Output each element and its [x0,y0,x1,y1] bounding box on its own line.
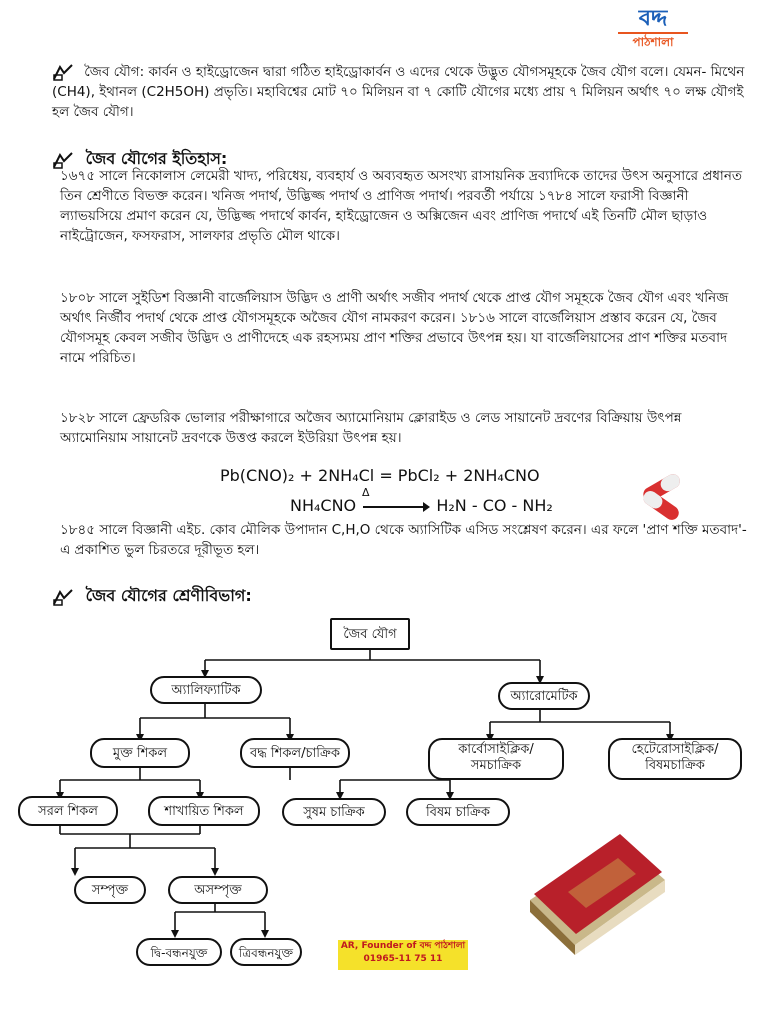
equation-2 [290,496,553,515]
node-aliphatic: অ্যালিফ্যাটিক [150,676,262,704]
history-heading-text: জৈব যৌগের ইতিহাস: [85,149,228,168]
node-aromatic: অ্যারোমেটিক [498,682,590,710]
node-organic-compound: জৈব যৌগ [330,618,410,650]
node-straight-chain: সরল শিকল [18,796,118,826]
section1-text: জৈব যৌগ: কার্বন ও হাইড্রোজেন দ্বারা গঠিত হাইড্রোকার্বন ও এদের থেকে উদ্ভুত যৌগসমূহকে জৈব যৌগ বলে। যেমন- মিথেন (CH4), ইথানল (C2H5OH) প্রভৃতি। মহাবিশ্বের মোট ৭০ মিলিয়ন বা ৭ কোটি যৌগের মধ্যে প্রায় ৭ মিলিয়ন অর্থাৎ ৭০ লক্ষ যৌগই হল জৈব যৌগ। [52,64,745,120]
node-unsaturated: অসম্পৃক্ত [168,876,268,904]
brand-logo [618,6,688,58]
history-para-1: ১৬৭৫ সালে নিকোলাস লেমেরী খাদ্য, পরিধেয়, ব্যবহার্য ও অব্যবহৃত অসংখ্য রাসায়নিক দ্রব্যাদিকে তাদের উৎস অনুসারে প্রধানত তিন শ্রেণীতে বিভক্ত করেন। খনিজ পদার্থ, উদ্ভিজ্জ পদার্থ ও প্রাণিজ পদার্থ। পরবর্তী পর্যায়ে ১৭৮৪ সালে ফরাসী বিজ্ঞানী ল্যাভয়সিয়ে প্রমাণ করেন যে, উদ্ভিজ্জ পদার্থে কার্বন, হাইড্রোজেন ও অক্সিজেন এবং প্রাণিজ পদার্থে এই তিনটি মৌল ছাড়াও নাইট্রোজেন, ফসফরাস, সালফার প্রভৃতি মৌল থাকে। [60,168,743,244]
pencil-bullet-icon [52,63,74,81]
equation-1: Pb(CNO)₂ + 2NH₄Cl = PbCl₂ + 2NH₄CNO [220,466,540,485]
badge-line1: AR, Founder of বদ্দ পাঠশালা [340,941,466,951]
node-double-bond: দ্বি-বন্ধনযুক্ত [136,938,222,966]
author-badge [338,940,468,970]
book-icon [520,820,670,970]
heat-label: Δ [362,486,370,499]
node-homocyclic: সুষম চাক্রিক [282,798,386,826]
history-para-2: ১৮০৮ সালে সুইডিশ বিজ্ঞানী বার্জেলিয়াস উদ্ভিদ ও প্রাণী অর্থাৎ সজীব পদার্থ থেকে প্রাপ্ত যৌগ সমূহকে জৈব যৌগ এবং খনিজ অর্থাৎ নির্জীব পদার্থ থেকে প্রাপ্ত যৌগসমূহকে অজৈব যৌগ নামকরণ করেন। ১৮১৬ সালে বার্জেলিয়াস প্রস্তাব করেন যে, জৈব যৌগসমূহ কেবল সজীব উদ্ভিদ ও প্রাণীদেহে এক রহস্যময় প্রাণ শক্তির প্রভাবে উৎপন্ন হয়। যা বার্জেলিয়াসের প্রাণ শক্তির মতবাদ নামে পরিচিত। [60,290,729,366]
node-triple-bond: ত্রিবন্ধনযুক্ত [230,938,302,966]
equation-2-product: H₂N - CO - NH₂ [436,496,553,515]
node-hetero-ring: বিষম চাক্রিক [406,798,510,826]
node-heterocyclic: হেটেরোসাইক্লিক/ বিষমচাক্রিক [608,738,742,780]
badge-line2: 01965-11 75 11 [363,954,443,964]
logo-line2: পাঠশালা [618,32,688,54]
section-organic-compound [52,62,752,122]
node-saturated: সম্পৃক্ত [74,876,146,904]
logo-line1: বদ্দ [638,6,668,31]
history-para-3: ১৮২৮ সালে ফ্রেডরিক ভোলার পরীক্ষাগারে অজৈব অ্যামোনিয়াম ক্লোরাইড ও লেড সায়ানেট দ্রবণের বিক্রিয়ায় উৎপন্ন অ্যামোনিয়াম সায়ানেট দ্রবণকে উত্তপ্ত করলে ইউরিয়া উৎপন্ন হয়। [60,410,682,446]
node-carbocyclic: কার্বোসাইক্লিক/ সমচাক্রিক [428,738,564,780]
pills-icon [628,468,698,524]
history-para-4: ১৮৪৫ সালে বিজ্ঞানী এইচ. কোব মৌলিক উপাদান C,H,O থেকে অ্যাসিটিক এসিড সংশ্লেষণ করেন। এর ফলে 'প্রাণ শক্তি মতবাদ'-এ প্রকাশিত ভুল চিরতরে দূরীভূত হল। [60,522,747,558]
node-open-chain: মুক্ত শিকল [90,738,190,768]
node-branched-chain: শাখায়িত শিকল [148,796,260,826]
reaction-arrow-icon [361,501,431,513]
equation-2-reactant: NH₄CNO [290,496,357,515]
classification-heading-text: জৈব যৌগের শ্রেণীবিভাগ: [85,586,252,605]
node-closed-chain: বদ্ধ শিকল/চাক্রিক [240,738,350,768]
